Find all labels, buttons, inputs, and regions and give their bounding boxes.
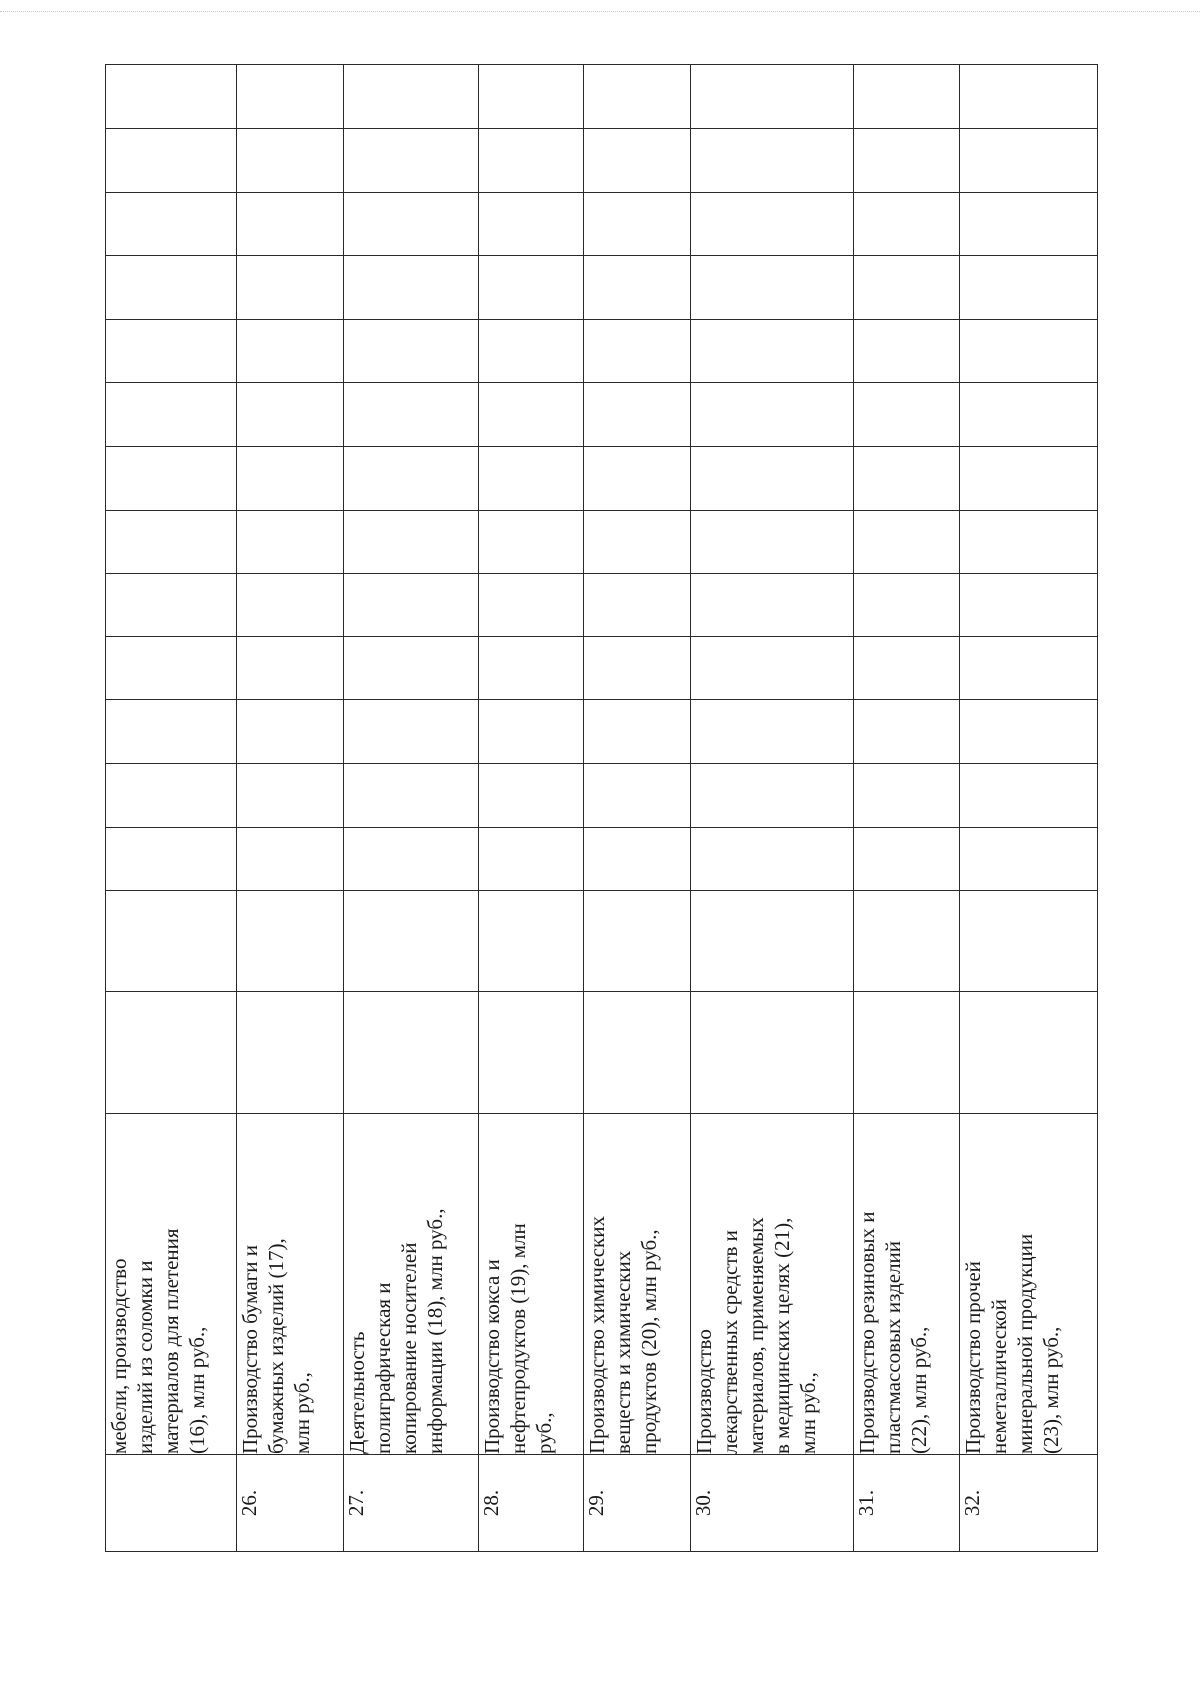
value-cell[interactable]: [584, 383, 691, 447]
data-table: [105, 64, 1098, 1552]
table-row: [960, 65, 1098, 1552]
row-label-line: Производство кокса и: [479, 1259, 504, 1454]
value-cell[interactable]: [343, 764, 478, 828]
value-cell[interactable]: [691, 447, 854, 511]
value-cell[interactable]: [343, 193, 478, 256]
row-label-line: Производство химических: [585, 1215, 610, 1454]
table-row: [343, 65, 478, 1552]
value-cell[interactable]: [960, 320, 1098, 383]
value-cell[interactable]: [853, 193, 960, 256]
value-cell[interactable]: [584, 637, 691, 700]
value-cell[interactable]: [478, 828, 584, 891]
table-row: [106, 65, 237, 1552]
value-cell[interactable]: [584, 320, 691, 383]
value-cell[interactable]: [853, 320, 960, 383]
value-cell[interactable]: [853, 447, 960, 511]
value-cell[interactable]: [960, 574, 1098, 637]
row-label-line: Производство резиновых и: [854, 1211, 879, 1454]
row-label-line: продуктов (20), млн руб.,: [637, 1229, 662, 1454]
table-body: [106, 65, 1098, 1552]
row-label: [106, 1114, 237, 1455]
value-cell[interactable]: [960, 828, 1098, 891]
row-label-line: копирование носителей: [396, 1242, 421, 1454]
value-cell[interactable]: [236, 992, 343, 1114]
value-cell[interactable]: [584, 891, 691, 992]
value-cell[interactable]: [853, 129, 960, 193]
value-cell[interactable]: [960, 891, 1098, 992]
value-cell[interactable]: [691, 637, 854, 700]
value-cell[interactable]: [478, 383, 584, 447]
value-cell[interactable]: [691, 320, 854, 383]
value-cell[interactable]: [106, 574, 237, 637]
value-cell[interactable]: [236, 828, 343, 891]
row-label-line: информации (18), млн руб.,: [422, 1208, 447, 1454]
row-number: 32.: [960, 1455, 1098, 1552]
row-label-line: в медицинских целях (21),: [770, 1217, 795, 1454]
table-row: [236, 65, 343, 1552]
value-cell[interactable]: [584, 828, 691, 891]
value-cell[interactable]: [236, 574, 343, 637]
value-cell[interactable]: [236, 700, 343, 764]
value-cell[interactable]: [584, 129, 691, 193]
row-label-line: (22), млн руб.,: [906, 1326, 931, 1454]
value-cell[interactable]: [960, 256, 1098, 320]
value-cell[interactable]: [960, 992, 1098, 1114]
value-cell[interactable]: [853, 65, 960, 129]
value-cell[interactable]: [343, 511, 478, 574]
value-cell[interactable]: [106, 320, 237, 383]
value-cell[interactable]: [960, 511, 1098, 574]
value-cell[interactable]: [853, 992, 960, 1114]
row-label-line: Производство бумаги и: [237, 1245, 262, 1454]
value-cell[interactable]: [343, 574, 478, 637]
value-cell[interactable]: [478, 574, 584, 637]
value-cell[interactable]: [584, 700, 691, 764]
row-label-line: полиграфическая и: [370, 1282, 395, 1454]
value-cell[interactable]: [236, 447, 343, 511]
value-cell[interactable]: [478, 891, 584, 992]
value-cell[interactable]: [478, 700, 584, 764]
row-label-line: бумажных изделий (17),: [263, 1238, 288, 1454]
table-row: [691, 65, 854, 1552]
value-cell[interactable]: [853, 256, 960, 320]
value-cell[interactable]: [960, 193, 1098, 256]
row-number: 29.: [584, 1455, 691, 1552]
value-cell[interactable]: [691, 992, 854, 1114]
row-label-line: млн руб.,: [289, 1372, 314, 1454]
row-number: 30.: [691, 1455, 854, 1552]
value-cell[interactable]: [106, 383, 237, 447]
value-cell[interactable]: [106, 193, 237, 256]
value-cell[interactable]: [691, 764, 854, 828]
value-cell[interactable]: [236, 256, 343, 320]
row-label-line: Деятельность: [344, 1331, 369, 1454]
scan-top-edge: [0, 0, 1200, 12]
row-label-line: минеральной продукции: [1013, 1233, 1038, 1454]
value-cell[interactable]: [584, 511, 691, 574]
value-cell[interactable]: [236, 129, 343, 193]
value-cell[interactable]: [478, 511, 584, 574]
value-cell[interactable]: [478, 992, 584, 1114]
row-label-line: руб.,: [531, 1412, 556, 1454]
value-cell[interactable]: [691, 256, 854, 320]
value-cell[interactable]: [106, 447, 237, 511]
value-cell[interactable]: [691, 700, 854, 764]
row-label-line: (16), млн руб.,: [185, 1326, 209, 1454]
row-label-line: мебели, производство: [107, 1258, 131, 1454]
value-cell[interactable]: [960, 447, 1098, 511]
value-cell[interactable]: [478, 129, 584, 193]
rotated-table-wrapper: [105, 105, 1098, 1552]
row-number: 27.: [343, 1455, 478, 1552]
value-cell[interactable]: [691, 828, 854, 891]
value-cell[interactable]: [343, 256, 478, 320]
value-cell[interactable]: [343, 637, 478, 700]
value-cell[interactable]: [691, 65, 854, 129]
table-row: [853, 65, 960, 1552]
row-label-line: лекарственных средств и: [718, 1230, 743, 1454]
row-number: 28.: [478, 1455, 584, 1552]
value-cell[interactable]: [106, 511, 237, 574]
value-cell[interactable]: [853, 764, 960, 828]
value-cell[interactable]: [236, 637, 343, 700]
value-cell[interactable]: [343, 447, 478, 511]
value-cell[interactable]: [478, 764, 584, 828]
value-cell[interactable]: [853, 700, 960, 764]
value-cell[interactable]: [584, 447, 691, 511]
row-number: [106, 1455, 237, 1552]
value-cell[interactable]: [960, 764, 1098, 828]
value-cell[interactable]: [691, 383, 854, 447]
value-cell[interactable]: [853, 891, 960, 992]
row-label: [478, 1114, 584, 1455]
value-cell[interactable]: [106, 992, 237, 1114]
value-cell[interactable]: [691, 891, 854, 992]
value-cell[interactable]: [584, 193, 691, 256]
value-cell[interactable]: [691, 574, 854, 637]
row-label-line: пластмассовых изделий: [880, 1240, 905, 1454]
value-cell[interactable]: [853, 637, 960, 700]
row-number: 31.: [853, 1455, 960, 1552]
value-cell[interactable]: [584, 65, 691, 129]
value-cell[interactable]: [584, 574, 691, 637]
row-label-line: материалов для плетения: [159, 1228, 183, 1454]
row-label-line: изделий из соломки и: [133, 1260, 157, 1454]
value-cell[interactable]: [106, 65, 237, 129]
value-cell[interactable]: [106, 700, 237, 764]
value-cell[interactable]: [343, 65, 478, 129]
row-number: 26.: [236, 1455, 343, 1552]
value-cell[interactable]: [478, 65, 584, 129]
value-cell[interactable]: [106, 891, 237, 992]
value-cell[interactable]: [236, 193, 343, 256]
value-cell[interactable]: [236, 320, 343, 383]
value-cell[interactable]: [853, 828, 960, 891]
row-label-line: неметаллической: [987, 1299, 1012, 1454]
value-cell[interactable]: [343, 129, 478, 193]
value-cell[interactable]: [584, 256, 691, 320]
value-cell[interactable]: [960, 700, 1098, 764]
table-row: [584, 65, 691, 1552]
value-cell[interactable]: [478, 447, 584, 511]
value-cell[interactable]: [343, 891, 478, 992]
value-cell[interactable]: [106, 129, 237, 193]
value-cell[interactable]: [106, 637, 237, 700]
row-label: [343, 1114, 478, 1455]
value-cell[interactable]: [691, 129, 854, 193]
value-cell[interactable]: [853, 574, 960, 637]
row-label: [236, 1114, 343, 1455]
value-cell[interactable]: [960, 65, 1098, 129]
value-cell[interactable]: [478, 320, 584, 383]
value-cell[interactable]: [236, 891, 343, 992]
table-row: [478, 65, 584, 1552]
value-cell[interactable]: [343, 383, 478, 447]
row-label-line: веществ и химических: [611, 1250, 636, 1454]
value-cell[interactable]: [106, 828, 237, 891]
row-label-line: млн руб.,: [796, 1372, 821, 1454]
row-label-line: нефтепродуктов (19), млн: [505, 1223, 530, 1454]
row-label: [691, 1114, 854, 1455]
row-label-line: Производство прочей: [961, 1261, 986, 1454]
row-label-line: материалов, применяемых: [744, 1217, 769, 1454]
value-cell[interactable]: [478, 637, 584, 700]
value-cell[interactable]: [236, 764, 343, 828]
row-label: [960, 1114, 1098, 1455]
value-cell[interactable]: [106, 256, 237, 320]
value-cell[interactable]: [106, 764, 237, 828]
row-label: [853, 1114, 960, 1455]
value-cell[interactable]: [584, 764, 691, 828]
value-cell[interactable]: [236, 511, 343, 574]
row-label-line: (23), млн руб.,: [1039, 1326, 1064, 1454]
value-cell[interactable]: [853, 383, 960, 447]
value-cell[interactable]: [236, 383, 343, 447]
value-cell[interactable]: [853, 511, 960, 574]
row-label-line: Производство: [692, 1329, 717, 1454]
value-cell[interactable]: [343, 700, 478, 764]
value-cell[interactable]: [478, 256, 584, 320]
value-cell[interactable]: [236, 65, 343, 129]
value-cell[interactable]: [960, 637, 1098, 700]
value-cell[interactable]: [960, 129, 1098, 193]
value-cell[interactable]: [960, 383, 1098, 447]
value-cell[interactable]: [343, 828, 478, 891]
value-cell[interactable]: [478, 193, 584, 256]
value-cell[interactable]: [691, 193, 854, 256]
value-cell[interactable]: [584, 992, 691, 1114]
row-label: [584, 1114, 691, 1455]
value-cell[interactable]: [343, 992, 478, 1114]
value-cell[interactable]: [691, 511, 854, 574]
value-cell[interactable]: [343, 320, 478, 383]
